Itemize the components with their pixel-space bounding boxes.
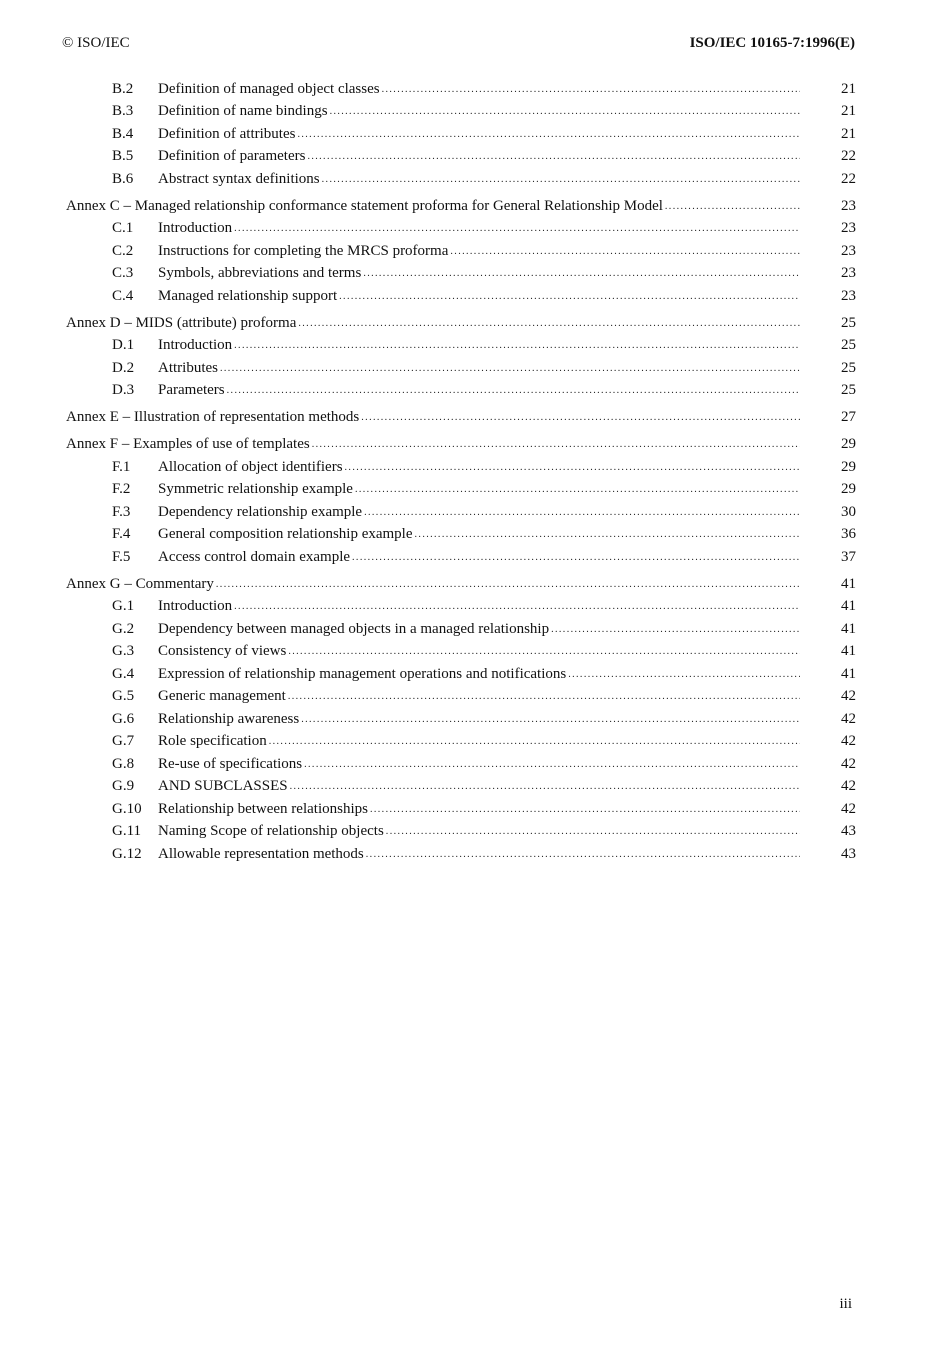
dot-leader bbox=[366, 846, 800, 863]
toc-entry[interactable] bbox=[66, 543, 856, 566]
toc-entry-number: G.2 bbox=[112, 620, 135, 637]
dot-leader bbox=[301, 711, 800, 728]
toc-entry-title-wrap bbox=[158, 846, 800, 863]
toc-entry-title: Symbols, abbreviations and terms bbox=[158, 265, 362, 281]
toc-entry-title-wrap bbox=[158, 220, 800, 237]
dot-leader bbox=[220, 360, 800, 377]
toc-entry-title: Annex E – Illustration of representation methods bbox=[66, 409, 360, 425]
toc-entry-number: B.3 bbox=[112, 103, 134, 119]
toc-entry-title-wrap bbox=[158, 148, 800, 165]
dot-leader bbox=[234, 337, 800, 354]
toc-entry-title: Abstract syntax definitions bbox=[158, 170, 320, 187]
toc-entry-title-wrap bbox=[158, 171, 800, 188]
dot-leader bbox=[307, 148, 800, 165]
toc-entry[interactable] bbox=[66, 660, 856, 683]
toc-entry-title-wrap bbox=[158, 382, 800, 399]
toc-entry-page-number: 29 bbox=[841, 481, 856, 497]
toc-annex-entry[interactable] bbox=[66, 305, 856, 332]
toc-entry[interactable] bbox=[66, 773, 856, 796]
toc-entry-title: Annex D – MIDS (attribute) proforma bbox=[66, 314, 297, 331]
toc-entry-number: G.7 bbox=[112, 733, 135, 749]
toc-entry-number: F.2 bbox=[112, 481, 131, 497]
dot-leader bbox=[216, 576, 800, 593]
dot-leader bbox=[234, 598, 800, 615]
toc-entry[interactable] bbox=[66, 165, 856, 188]
toc-entry-title: Allocation of object identifiers bbox=[158, 458, 343, 475]
toc-entry-title: Generic management bbox=[158, 688, 286, 704]
dot-leader bbox=[551, 621, 800, 638]
toc-entry-number: B.4 bbox=[112, 125, 134, 142]
toc-entry-page-number: 23 bbox=[841, 265, 856, 281]
toc-entry-page-number: 29 bbox=[841, 436, 856, 452]
toc-annex-entry[interactable] bbox=[66, 188, 856, 215]
dot-leader bbox=[364, 504, 800, 521]
toc-entry-title-wrap bbox=[158, 621, 800, 638]
toc-entry-title: Annex G – Commentary bbox=[66, 575, 214, 592]
toc-entry-title: Re-use of specifications bbox=[158, 755, 303, 772]
toc-entry-number: F.5 bbox=[112, 548, 131, 565]
dot-leader bbox=[415, 526, 800, 543]
toc-entry-title-wrap bbox=[158, 337, 800, 354]
toc-entry-title: Dependency relationship example bbox=[158, 503, 363, 520]
toc-entry-title: Introduction bbox=[158, 220, 233, 236]
dot-leader bbox=[386, 823, 800, 840]
toc-entry-title-wrap bbox=[66, 436, 800, 453]
dot-leader bbox=[312, 436, 800, 453]
toc-entry-page-number: 43 bbox=[841, 823, 856, 839]
toc-entry-title: Annex C – Managed relationship conformance statement proforma for General Relationship Model bbox=[66, 197, 663, 214]
toc-entry[interactable] bbox=[66, 638, 856, 661]
toc-entry-title-wrap bbox=[158, 733, 800, 750]
toc-entry-page-number: 29 bbox=[841, 458, 856, 475]
toc-entry-number: C.4 bbox=[112, 287, 134, 304]
toc-entry-title: General composition relationship example bbox=[158, 526, 413, 542]
toc-entry-title-wrap bbox=[158, 103, 800, 120]
dot-leader bbox=[339, 288, 800, 305]
header-standard-id: ISO/IEC 10165-7:1996(E) bbox=[689, 35, 855, 51]
toc-entry[interactable] bbox=[66, 476, 856, 499]
toc-entry[interactable] bbox=[66, 840, 856, 863]
toc-entry-title: Managed relationship support bbox=[158, 287, 338, 304]
toc-entry-title-wrap bbox=[158, 778, 800, 795]
toc-entry-page-number: 25 bbox=[841, 314, 856, 331]
toc-entry-page-number: 27 bbox=[841, 409, 856, 425]
toc-entry[interactable] bbox=[66, 282, 856, 305]
toc-entry-title: Consistency of views bbox=[158, 643, 287, 659]
toc-entry-page-number: 36 bbox=[841, 526, 856, 542]
toc-entry[interactable] bbox=[66, 453, 856, 476]
dot-leader bbox=[382, 81, 800, 98]
toc-entry-title: Relationship between relationships bbox=[158, 800, 368, 817]
toc-entry-title: AND SUBCLASSES bbox=[158, 778, 288, 794]
toc-entry-number: C.1 bbox=[112, 220, 134, 236]
dot-leader bbox=[227, 382, 800, 399]
dot-leader bbox=[352, 549, 800, 566]
toc-entry[interactable] bbox=[66, 818, 856, 841]
toc-entry-page-number: 42 bbox=[841, 755, 856, 772]
toc-entry-page-number: 42 bbox=[841, 733, 856, 749]
dot-leader bbox=[355, 481, 800, 498]
toc-entry-title: Parameters bbox=[158, 382, 225, 398]
toc-entry-title: Relationship awareness bbox=[158, 710, 300, 727]
dot-leader bbox=[450, 243, 800, 260]
toc-entry[interactable] bbox=[66, 215, 856, 238]
toc-entry-page-number: 41 bbox=[841, 575, 856, 592]
toc-entry[interactable] bbox=[66, 498, 856, 521]
toc-entry-title-wrap bbox=[158, 756, 800, 773]
toc-entry-number: C.2 bbox=[112, 242, 134, 259]
toc-entry[interactable] bbox=[66, 750, 856, 773]
toc-annex-entry[interactable] bbox=[66, 426, 856, 453]
toc-entry-number: G.3 bbox=[112, 643, 135, 659]
toc-entry-number: D.3 bbox=[112, 382, 135, 398]
toc-entry-page-number: 22 bbox=[841, 170, 856, 187]
toc-entry-title: Symmetric relationship example bbox=[158, 481, 353, 497]
toc-entry[interactable] bbox=[66, 728, 856, 751]
toc-entry-number: D.2 bbox=[112, 359, 135, 376]
dot-leader bbox=[304, 756, 800, 773]
toc-entry-title-wrap bbox=[158, 823, 800, 840]
dot-leader bbox=[330, 103, 800, 120]
toc-entry-title-wrap bbox=[158, 711, 800, 728]
toc-entry[interactable] bbox=[66, 593, 856, 616]
toc-entry-title-wrap bbox=[66, 576, 800, 593]
dot-leader bbox=[288, 643, 800, 660]
toc-entry-number: F.1 bbox=[112, 458, 131, 475]
toc-entry-title: Annex F – Examples of use of templates bbox=[66, 436, 310, 452]
toc-entry-title-wrap bbox=[158, 688, 800, 705]
toc-entry-title-wrap bbox=[158, 288, 800, 305]
toc-entry[interactable] bbox=[66, 260, 856, 283]
toc-entry-page-number: 21 bbox=[841, 125, 856, 142]
toc-entry-number: G.4 bbox=[112, 665, 135, 682]
toc-entry-page-number: 25 bbox=[841, 382, 856, 398]
toc-entry[interactable] bbox=[66, 377, 856, 400]
toc-entry-title: Instructions for completing the MRCS proforma bbox=[158, 242, 449, 259]
toc-entry[interactable] bbox=[66, 795, 856, 818]
toc-entry-title-wrap bbox=[158, 265, 800, 282]
toc-entry-page-number: 41 bbox=[841, 643, 856, 659]
toc-entry-title: Definition of managed object classes bbox=[158, 80, 380, 97]
toc-entry[interactable] bbox=[66, 615, 856, 638]
dot-leader bbox=[269, 733, 800, 750]
toc-entry-title: Expression of relationship management operations and notifications bbox=[158, 665, 567, 682]
dot-leader bbox=[370, 801, 800, 818]
toc-entry-number: F.3 bbox=[112, 503, 131, 520]
toc-entry-title-wrap bbox=[158, 526, 800, 543]
toc-entry-number: G.11 bbox=[112, 823, 142, 839]
toc-entry-title-wrap bbox=[66, 198, 800, 215]
toc-entry-page-number: 37 bbox=[841, 548, 856, 565]
toc-entry-number: C.3 bbox=[112, 265, 134, 281]
dot-leader bbox=[234, 220, 800, 237]
toc-entry-page-number: 41 bbox=[841, 665, 856, 682]
toc-entry[interactable] bbox=[66, 120, 856, 143]
toc-entry[interactable] bbox=[66, 332, 856, 355]
toc-entry-title-wrap bbox=[158, 643, 800, 660]
toc-entry-number: D.1 bbox=[112, 337, 135, 353]
dot-leader bbox=[298, 315, 800, 332]
toc-entry-page-number: 23 bbox=[841, 220, 856, 236]
toc-entry-title-wrap bbox=[158, 481, 800, 498]
toc-entry-page-number: 30 bbox=[841, 503, 856, 520]
toc-entry-title-wrap bbox=[66, 315, 800, 332]
toc-entry-title-wrap bbox=[158, 801, 800, 818]
toc-entry-number: B.6 bbox=[112, 170, 134, 187]
dot-leader bbox=[322, 171, 800, 188]
toc-entry[interactable] bbox=[66, 143, 856, 166]
table-of-contents bbox=[66, 75, 856, 863]
toc-entry-page-number: 23 bbox=[841, 197, 856, 214]
toc-entry-title: Dependency between managed objects in a managed relationship bbox=[158, 620, 550, 637]
dot-leader bbox=[290, 778, 800, 795]
toc-entry-page-number: 23 bbox=[841, 287, 856, 304]
toc-entry-number: F.4 bbox=[112, 526, 131, 542]
toc-entry-title: Definition of name bindings bbox=[158, 103, 328, 119]
toc-entry-page-number: 23 bbox=[841, 242, 856, 259]
toc-annex-entry[interactable] bbox=[66, 566, 856, 593]
toc-entry[interactable] bbox=[66, 75, 856, 98]
toc-entry-page-number: 22 bbox=[841, 148, 856, 164]
toc-entry-page-number: 41 bbox=[841, 598, 856, 614]
toc-entry-page-number: 25 bbox=[841, 359, 856, 376]
toc-entry-title: Role specification bbox=[158, 733, 267, 749]
toc-entry-number: B.5 bbox=[112, 148, 134, 164]
toc-entry[interactable] bbox=[66, 705, 856, 728]
toc-entry-title: Introduction bbox=[158, 598, 233, 614]
toc-entry-title: Naming Scope of relationship objects bbox=[158, 823, 384, 839]
toc-entry-number: B.2 bbox=[112, 80, 134, 97]
dot-leader bbox=[288, 688, 800, 705]
toc-entry-title-wrap bbox=[158, 549, 800, 566]
dot-leader bbox=[297, 126, 800, 143]
toc-entry-number: G.5 bbox=[112, 688, 135, 704]
toc-entry-title-wrap bbox=[66, 409, 800, 426]
dot-leader bbox=[363, 265, 800, 282]
toc-entry-title: Access control domain example bbox=[158, 548, 351, 565]
toc-entry[interactable] bbox=[66, 237, 856, 260]
toc-entry-page-number: 21 bbox=[841, 80, 856, 97]
header-copyright: © ISO/IEC bbox=[62, 35, 130, 51]
toc-entry-page-number: 42 bbox=[841, 688, 856, 704]
toc-entry-title-wrap bbox=[158, 243, 800, 260]
toc-entry-page-number: 43 bbox=[841, 845, 856, 862]
toc-entry-title: Allowable representation methods bbox=[158, 845, 364, 862]
toc-entry-title-wrap bbox=[158, 81, 800, 98]
toc-entry-page-number: 42 bbox=[841, 800, 856, 817]
toc-entry-title-wrap bbox=[158, 504, 800, 521]
toc-entry-title-wrap bbox=[158, 666, 800, 683]
dot-leader bbox=[361, 409, 800, 426]
toc-entry-number: G.9 bbox=[112, 778, 135, 794]
footer-page-number: iii bbox=[839, 1296, 852, 1312]
toc-entry-title: Introduction bbox=[158, 337, 233, 353]
toc-entry-number: G.1 bbox=[112, 598, 135, 614]
toc-entry-page-number: 25 bbox=[841, 337, 856, 353]
toc-entry[interactable] bbox=[66, 683, 856, 706]
toc-entry-number: G.8 bbox=[112, 755, 135, 772]
toc-entry[interactable] bbox=[66, 354, 856, 377]
dot-leader bbox=[665, 198, 800, 215]
toc-entry-title: Definition of parameters bbox=[158, 148, 306, 164]
toc-entry-number: G.10 bbox=[112, 800, 142, 817]
toc-entry-title-wrap bbox=[158, 126, 800, 143]
toc-entry-title-wrap bbox=[158, 360, 800, 377]
toc-entry-title-wrap bbox=[158, 459, 800, 476]
toc-entry-title-wrap bbox=[158, 598, 800, 615]
dot-leader bbox=[568, 666, 800, 683]
toc-annex-entry[interactable] bbox=[66, 399, 856, 426]
toc-entry-title: Attributes bbox=[158, 359, 218, 376]
toc-entry-page-number: 42 bbox=[841, 778, 856, 794]
toc-entry[interactable] bbox=[66, 521, 856, 544]
toc-entry-page-number: 21 bbox=[841, 103, 856, 119]
toc-entry-page-number: 42 bbox=[841, 710, 856, 727]
toc-entry-title: Definition of attributes bbox=[158, 125, 296, 142]
dot-leader bbox=[345, 459, 800, 476]
toc-entry-page-number: 41 bbox=[841, 620, 856, 637]
toc-entry-number: G.6 bbox=[112, 710, 135, 727]
toc-entry-number: G.12 bbox=[112, 845, 142, 862]
toc-entry[interactable] bbox=[66, 98, 856, 121]
